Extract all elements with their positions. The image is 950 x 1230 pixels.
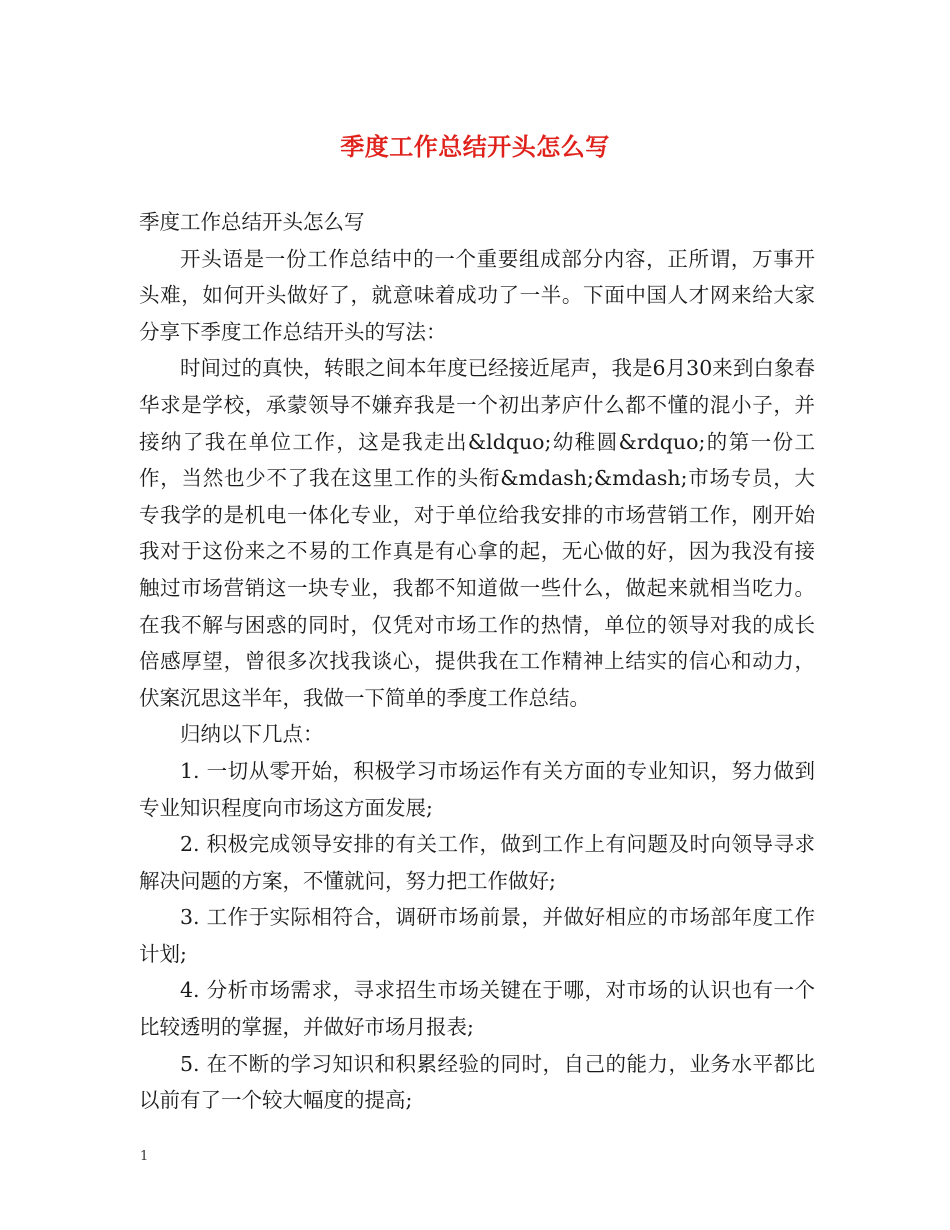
paragraph-summary-lead: 归纳以下几点：: [180, 722, 324, 747]
list-item-4: 4. 分析市场需求，寻求招生市场关键在于哪，对市场的认识也有一个比较透明的掌握，并做好市场月报表;: [139, 978, 815, 1040]
document-title: 季度工作总结开头怎么写: [340, 132, 610, 161]
page-number: 1: [140, 1149, 149, 1164]
list-item-5: 5. 在不断的学习知识和积累经验的同时，自己的能力，业务水平都比以前有了一个较大幅度的提高;: [139, 1051, 815, 1113]
document-body: [139, 204, 815, 1119]
paragraph-intro: 开头语是一份工作总结中的一个重要组成部分内容，正所谓，万事开头难，如何开头做好了，就意味着成功了一半。下面中国人才网来给大家分享下季度工作总结开头的写法：: [139, 246, 815, 344]
list-item-1: 1. 一切从零开始，积极学习市场运作有关方面的专业知识，努力做到专业知识程度向市场这方面发展;: [139, 758, 815, 820]
section-heading: 季度工作总结开头怎么写: [139, 210, 365, 234]
paragraph-main: 时间过的真快，转眼之间本年度已经接近尾声，我是6月30来到白象春华求是学校，承蒙领导不嫌弃我是一个初出茅庐什么都不懂的混小子，并接纳了我在单位工作，这是我走出&ldquo;幼稚圆&rdquo;的第一份工作，当然也少不了我在这里工作的头衔&mdash;&mdash;市场专员，大专我学的是机电一体化专业，对于单位给我安排的市场营销工作，刚开始我对于这份来之不易的工作真是有心拿的起，无心做的好，因为我没有接触过市场营销这一块专业，我都不知道做一些什么，做起来就相当吃力。在我不解与困惑的同时，仅凭对市场工作的热情，单位的领导对我的成长倍感厚望，曾很多次找我谈心，提供我在工作精神上结实的信心和动力，伏案沉思这半年，我做一下简单的季度工作总结。: [139, 356, 815, 710]
list-item-3: 3. 工作于实际相符合，调研市场前景，并做好相应的市场部年度工作计划;: [139, 905, 815, 966]
list-item-2: 2. 积极完成领导安排的有关工作，做到工作上有问题及时向领导寻求解决问题的方案，不懂就问，努力把工作做好;: [139, 832, 815, 893]
